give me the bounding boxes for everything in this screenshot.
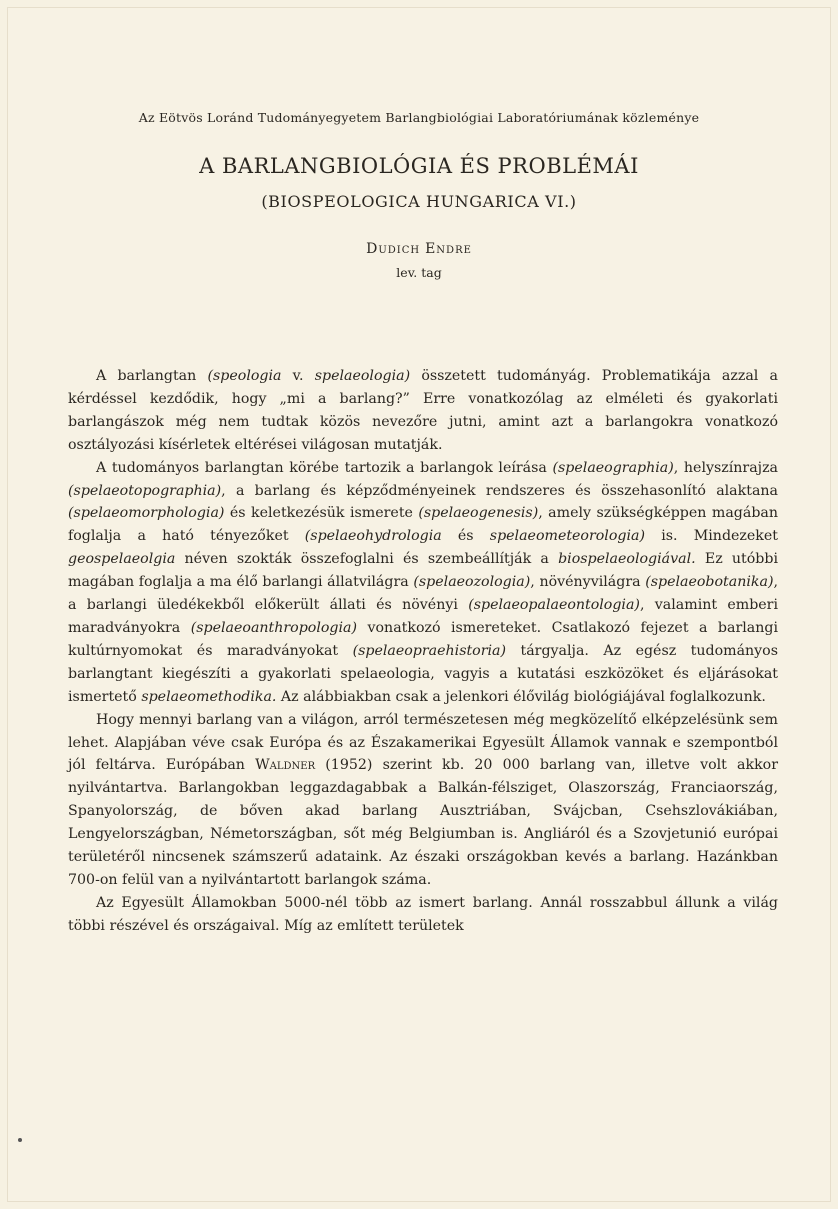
text-run: Az Egyesült Államokban 5000-nél több az ismert barlang. Annál rosszabbul állunk a világ többi részével és országaival. Míg az említett területek (68, 894, 778, 934)
italic-term: (spelaeozologia) (413, 574, 531, 591)
text-run: , valamint emberi maradványokra (68, 597, 779, 636)
text-run: A tudományos barlangtan körébe tartozik a barlangok leírása (96, 459, 553, 476)
italic-term: spelaeologia) (314, 368, 411, 384)
italic-term: spelaeomethodika. (141, 688, 277, 705)
italic-term: (spelaeopraehistoria) (352, 642, 507, 659)
text-run: Az alábbiakban csak a jelenkori élővilág biológiájával foglalkozunk. (276, 688, 766, 705)
text-run: A barlangtan (96, 368, 208, 384)
italic-term: (spelaeogenesis) (418, 505, 539, 522)
institution-line: Az Eötvös Loránd Tudományegyetem Barlangbiológiai Laboratóriumának közleménye (138, 110, 700, 125)
text-run: , amely szükségképpen magában foglalja a ható tényezőket (68, 505, 778, 545)
italic-term: biospelaeologiával. (558, 551, 696, 568)
paragraph (68, 457, 778, 709)
text-run: Hogy mennyi barlang van a világon, arról természetesen még megközelítő elképzelésünk sem lehet. Alapjában véve csak Európa és az Északamerikai Egyesült Államok vannak e szempontból jól feltárva. Európában (68, 711, 778, 774)
text-run: (1952) szerint kb. 20 000 barlang van, illetve volt akkor nyilvántartva. Barlangokban leggazdagabbak a Balkán-félsziget, Olaszország, Franciaország, Spanyolország, de bőven akad barlang Ausztriában, Svájcban, Csehszlovákiában, Lengyelországban, Németországban, sőt még Belgiumban is. Angliáról és a Szovjetunió európai területéről nincsenek számszerű adataink. Az északi országokban kevés a barlang. Hazánkban 700-on felül van a nyilvántartott barlangok száma. (68, 757, 778, 888)
italic-term: (speologia (207, 368, 282, 384)
paragraph (68, 709, 778, 892)
text-run: , a barlang és képződményeinek rendszeres és összehasonlító alaktana (221, 482, 778, 499)
article-title: A BARLANGBIOLÓGIA ÉS PROBLÉMÁI (199, 154, 639, 178)
text-run: összetett tudományág. Problematikája azzal a kérdéssel kezdődik, hogy „mi a barlang?” Erre vonatkozólag az elméleti és gyakorlati barlangászok még nem tudtak közös nevezőre jutni, amint azt a barlangokra vonatkozó osztályozási kísérletek eltérései világosan mutatják. (68, 368, 778, 453)
text-run: is. Mindezeket (645, 528, 778, 545)
paragraph (68, 892, 778, 938)
document-page (8, 8, 830, 1201)
text-run: , a barlangi üledékekből előkerült állati és növényi (68, 574, 778, 614)
italic-term: (spelaeohydrologia (304, 528, 442, 545)
italic-term: (spelaeopalaeontologia) (468, 597, 640, 614)
text-run: Ez utóbbi magában foglalja a ma élő barlangi állatvilágra (68, 551, 778, 591)
italic-term: (spelaeographia) (552, 459, 674, 476)
italic-term: geospelaeolgia (68, 551, 176, 568)
author-family-name: Endre (425, 241, 472, 257)
text-run: v. (281, 368, 315, 384)
margin-dot (18, 1138, 22, 1142)
text-run: és keletkezésük ismerete (224, 505, 419, 522)
paragraph (68, 365, 778, 457)
text-run: , növényvilágra (530, 574, 646, 591)
author-membership: lev. tag (396, 265, 442, 280)
italic-term: spelaeometeorologia) (489, 528, 645, 545)
article-body (68, 365, 778, 938)
text-run: néven szokták összefoglalni és szembeállítják a (175, 551, 559, 568)
italic-term: (spelaeobotanika) (645, 574, 774, 591)
author-name (8, 241, 830, 257)
italic-term: (spelaeomorphologia) (68, 505, 225, 522)
text-run: , helyszínrajza (673, 459, 779, 476)
author-given-name: Dudich (366, 241, 421, 257)
article-subtitle: (BIOSPEOLOGICA HUNGARICA VI.) (261, 192, 577, 211)
italic-term: (spelaeoanthropologia) (190, 619, 358, 636)
text-run: vonatkozó ismereteket. Csatlakozó fejezet a barlangi kultúrnyomokat és maradványokat (68, 619, 779, 659)
cited-author: Waldner (255, 757, 316, 774)
text-run: tárgyalja. Az egész tudományos barlangtant kiegészíti a gyakorlati spelaeologia, vagyis a kutatási eszközöket és eljárásokat ismertető (68, 642, 779, 705)
text-run: és (441, 528, 490, 545)
italic-term: (spelaeotopographia) (68, 482, 222, 499)
